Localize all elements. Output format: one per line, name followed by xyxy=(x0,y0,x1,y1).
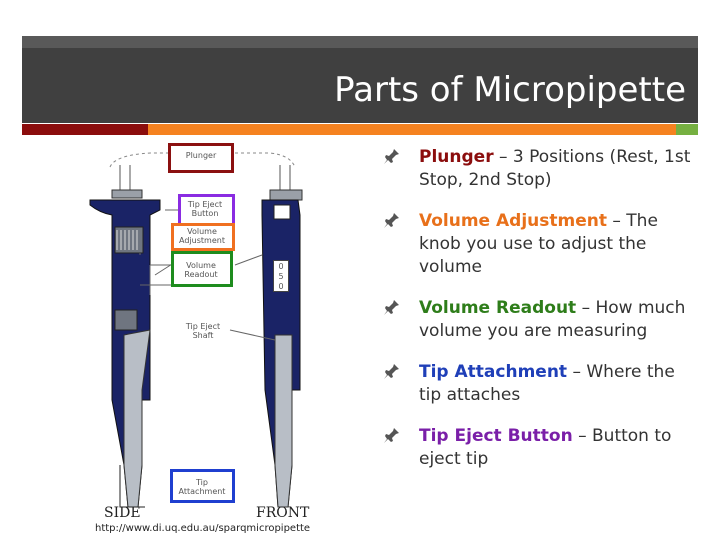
slide-title: Parts of Micropipette xyxy=(334,70,686,110)
pushpin-icon xyxy=(382,299,400,317)
bullet-term: Tip Attachment xyxy=(419,362,568,382)
tip-attachment-label: Tip Attachment xyxy=(178,478,226,496)
volume-readout-label: Volume Readout xyxy=(184,261,218,279)
tip-eject-button-label: Tip Eject Button xyxy=(187,200,223,218)
front-label: FRONT xyxy=(256,505,310,521)
bullet-term: Tip Eject Button xyxy=(419,426,573,446)
readout-digit-1: 0 xyxy=(278,262,284,271)
bullet-term: Volume Readout xyxy=(419,298,577,318)
accent-bar-green xyxy=(676,124,698,135)
bullet-tip-eject-button xyxy=(382,425,702,471)
side-label: SIDE xyxy=(104,505,141,521)
volume-adjustment-label: Volume Adjustment xyxy=(179,227,225,245)
pushpin-icon xyxy=(382,212,400,230)
bullet-text: – How much volume you are measuring xyxy=(419,298,686,341)
bullet-plunger xyxy=(382,146,702,192)
bullet-term: Volume Adjustment xyxy=(419,211,607,231)
source-url: http://www.di.uq.edu.au/sparqmicropipette xyxy=(95,523,311,534)
plunger-label: Plunger xyxy=(185,151,217,160)
pushpin-icon xyxy=(382,363,400,381)
micropipette-diagram xyxy=(0,135,360,540)
tip-eject-shaft-label: Tip Eject Shaft xyxy=(185,322,221,340)
accent-bar-red xyxy=(22,124,148,135)
accent-bar-orange xyxy=(148,124,676,135)
bullet-text: – The knob you use to adjust the volume xyxy=(419,211,658,277)
pushpin-icon xyxy=(382,427,400,445)
bullet-tip-attachment xyxy=(382,361,702,407)
bullet-volume-readout xyxy=(382,297,702,343)
bullet-volume-adjustment xyxy=(382,210,702,279)
readout-digit-2: 5 xyxy=(278,272,284,281)
bullet-list xyxy=(382,146,702,489)
readout-digit-3: 0 xyxy=(278,282,284,291)
pushpin-icon xyxy=(382,148,400,166)
title-top-strip xyxy=(22,36,698,48)
bullet-text: – 3 Positions (Rest, 1st Stop, 2nd Stop) xyxy=(419,147,691,190)
bullet-term: Plunger xyxy=(419,147,494,167)
bullet-text: – Where the tip attaches xyxy=(419,362,675,405)
bullet-text: – Button to eject tip xyxy=(419,426,672,469)
